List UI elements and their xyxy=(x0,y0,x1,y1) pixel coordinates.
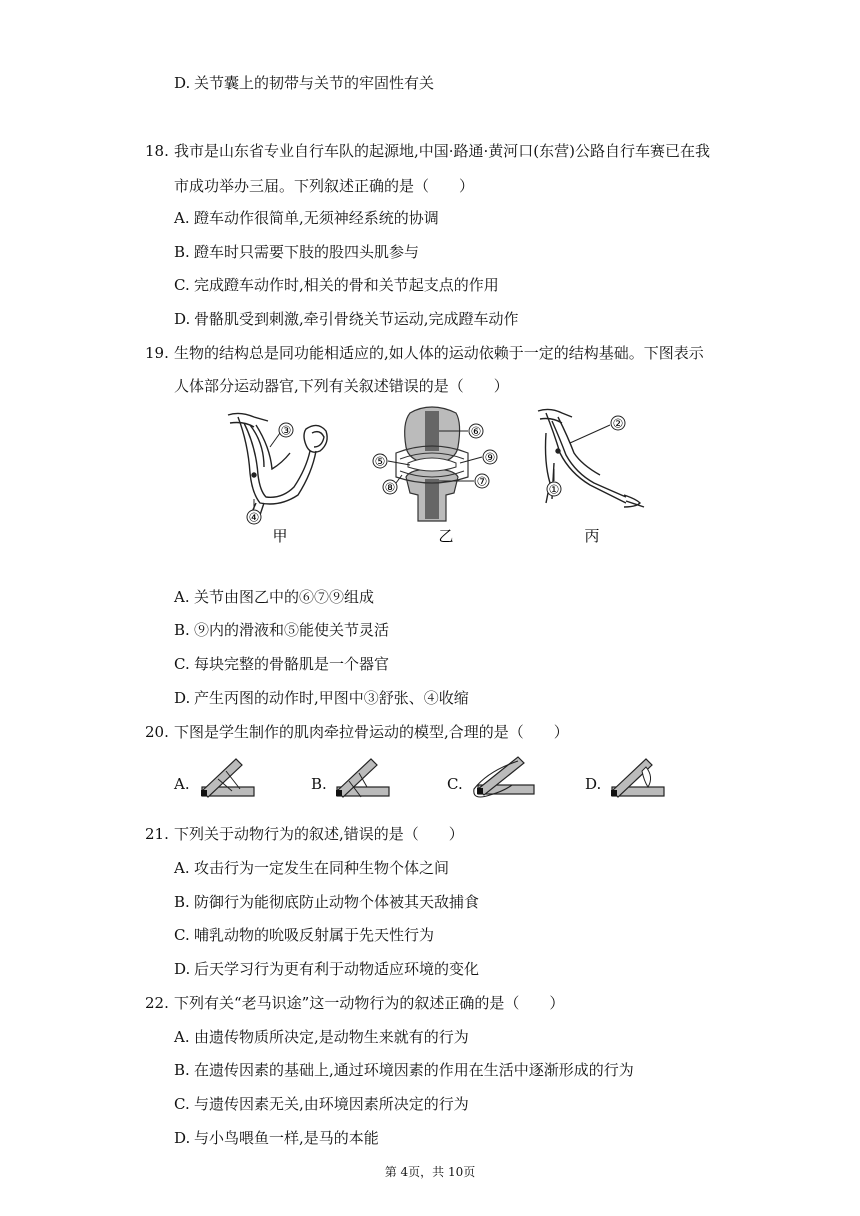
question-number: 22. xyxy=(145,994,169,1012)
q22-option-d: D. 与小鸟喂鱼一样,是马的本能 xyxy=(174,1129,379,1147)
q20-option-a-label: A. xyxy=(174,775,190,793)
marker-2: ② xyxy=(612,416,624,431)
q20-model-a xyxy=(196,757,258,805)
question-stem: 下列有关“老马识途”这一动物行为的叙述正确的是（ ） xyxy=(174,994,565,1012)
marker-7: ⑦ xyxy=(476,474,488,489)
q18-option-a: A. 蹬车动作很简单,无须神经系统的协调 xyxy=(174,209,439,227)
q22-option-a: A. 由遗传物质所决定,是动物生来就有的行为 xyxy=(174,1028,469,1046)
q19-option-d: D. 产生丙图的动作时,甲图中③舒张、④收缩 xyxy=(174,689,469,707)
q19-option-b: B. ⑨内的滑液和⑤能使关节灵活 xyxy=(174,621,390,639)
q20-model-b xyxy=(331,757,393,805)
question-stem: 下列关于动物行为的叙述,错误的是（ ） xyxy=(174,825,464,843)
marker-9: ⑨ xyxy=(484,450,496,465)
q20-option-d-label: D. xyxy=(585,775,602,793)
q21-option-d: D. 后天学习行为更有利于动物适应环境的变化 xyxy=(174,960,480,978)
q20-model-c xyxy=(468,755,540,805)
q21-option-b: B. 防御行为能彻底防止动物个体被其天敌捕食 xyxy=(174,893,480,911)
question-stem: 人体部分运动器官,下列有关叙述错误的是（ ） xyxy=(174,377,509,395)
question-number: 20. xyxy=(145,723,169,741)
marker-4: ④ xyxy=(248,510,260,525)
marker-5: ⑤ xyxy=(374,454,386,469)
question-number: 19. xyxy=(145,344,169,362)
question-number: 21. xyxy=(145,825,169,843)
q18-option-b: B. 蹬车时只需要下肢的股四头肌参与 xyxy=(174,243,420,261)
q21-option-a: A. 攻击行为一定发生在同种生物个体之间 xyxy=(174,859,450,877)
q19-option-a: A. 关节由图乙中的⑥⑦⑨组成 xyxy=(174,588,375,606)
q18-option-c: C. 完成蹬车动作时,相关的骨和关节起支点的作用 xyxy=(174,276,499,294)
page-footer: 第 4页，共 10页 xyxy=(384,1165,476,1179)
figure-jia-arm xyxy=(228,413,327,521)
marker-8: ⑧ xyxy=(384,480,396,495)
option-text: 关节囊上的韧带与关节的牢固性有关 xyxy=(194,74,435,92)
question-number: 18. xyxy=(145,142,169,160)
q22-option-c: C. 与遗传因素无关,由环境因素所决定的行为 xyxy=(174,1095,469,1113)
question-stem: 生物的结构总是同功能相适应的,如人体的运动依赖于一定的结构基础。下图表示 xyxy=(174,344,704,362)
q20-option-b-label: B. xyxy=(311,775,327,793)
caption-jia: 甲 xyxy=(272,527,288,545)
q17-option-d xyxy=(174,73,434,93)
caption-bing: 丙 xyxy=(584,527,600,545)
question-stem: 市成功举办三届。下列叙述正确的是（ ） xyxy=(174,177,475,195)
question-stem: 我市是山东省专业自行车队的起源地,中国·路通·黄河口(东营)公路自行车赛已在我 xyxy=(174,142,711,160)
q21-option-c: C. 哺乳动物的吮吸反射属于先天性行为 xyxy=(174,926,435,944)
marker-3: ③ xyxy=(280,423,292,438)
marker-1: ① xyxy=(548,482,560,497)
q20-option-c-label: C. xyxy=(447,775,463,793)
caption-yi: 乙 xyxy=(438,527,454,545)
q19-option-c: C. 每块完整的骨骼肌是一个器官 xyxy=(174,655,390,673)
q20-model-d xyxy=(606,757,668,805)
q22-option-b: B. 在遗传因素的基础上,通过环境因素的作用在生活中逐渐形成的行为 xyxy=(174,1061,634,1079)
q18-option-d: D. 骨骼肌受到刺激,牵引骨绕关节运动,完成蹬车动作 xyxy=(174,310,519,328)
option-letter: D. xyxy=(174,74,191,92)
marker-6: ⑥ xyxy=(470,424,482,439)
q19-figure xyxy=(220,403,670,548)
question-stem: 下图是学生制作的肌肉牵拉骨运动的模型,合理的是（ ） xyxy=(174,723,569,741)
